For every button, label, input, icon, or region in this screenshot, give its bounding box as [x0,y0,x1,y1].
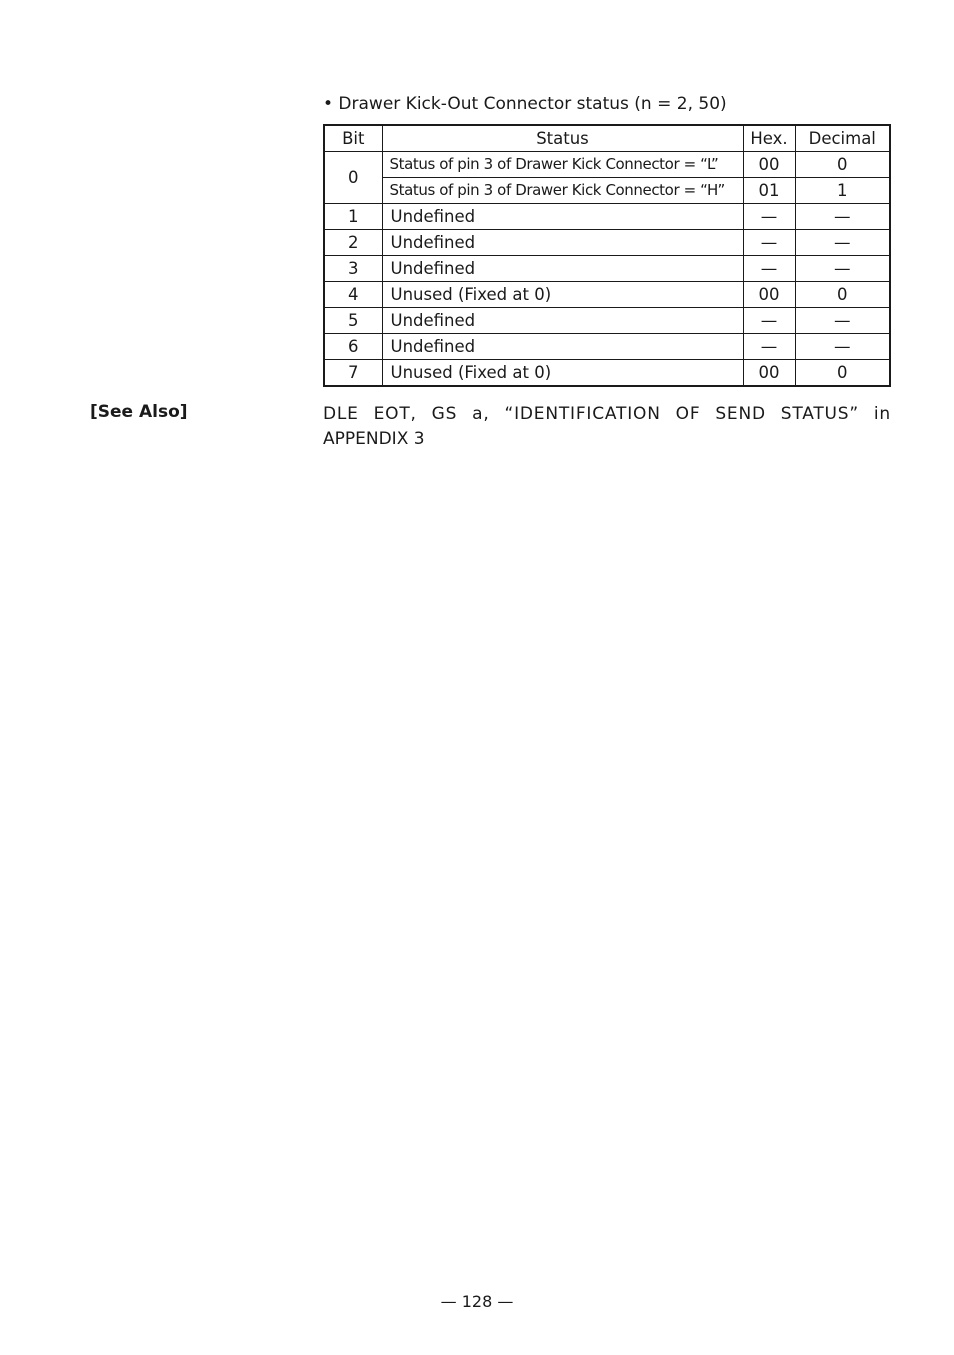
drawer-status-table [323,124,891,387]
decimal-cell: 0 [795,152,890,178]
see-also-label: [See Also] [90,402,188,422]
decimal-cell: 1 [795,178,890,204]
bit-cell: 2 [324,230,382,256]
hex-cell: 00 [743,152,795,178]
table-row [324,282,890,308]
decimal-cell: 0 [795,360,890,387]
decimal-cell: — [795,334,890,360]
hex-cell: — [743,334,795,360]
status-cell: Status of pin 3 of Drawer Kick Connector = “H” [382,178,743,204]
see-also-text [323,402,891,452]
hex-cell: 00 [743,282,795,308]
decimal-cell: — [795,256,890,282]
decimal-cell: 0 [795,282,890,308]
bit-cell: 4 [324,282,382,308]
table-row [324,152,890,178]
hex-cell: 01 [743,178,795,204]
status-cell: Undefined [382,308,743,334]
bit-cell: 7 [324,360,382,387]
decimal-cell: — [795,230,890,256]
hex-cell: — [743,256,795,282]
status-cell: Status of pin 3 of Drawer Kick Connector = “L” [382,152,743,178]
see-also-line-1: DLE EOT, GS a, “IDENTIFICATION OF SEND STATUS” in [323,404,891,424]
table-header-row [324,125,890,152]
hex-cell: — [743,308,795,334]
status-cell: Undefined [382,230,743,256]
hex-cell: — [743,230,795,256]
section-heading: • Drawer Kick-Out Connector status (n = 2, 50) [323,94,727,114]
bit-cell: 1 [324,204,382,230]
table-row [324,178,890,204]
hex-cell: — [743,204,795,230]
decimal-cell: — [795,204,890,230]
table-row [324,204,890,230]
status-cell: Undefined [382,204,743,230]
bit-cell: 5 [324,308,382,334]
header-bit: Bit [324,125,382,152]
bit-cell: 6 [324,334,382,360]
header-hex: Hex. [743,125,795,152]
page-number: — 128 — [440,1292,514,1311]
table-row [324,334,890,360]
table-row [324,230,890,256]
bit-cell: 0 [324,152,382,204]
header-status: Status [382,125,743,152]
table-row [324,360,890,387]
status-cell: Undefined [382,256,743,282]
see-also-line-2: APPENDIX 3 [323,429,425,449]
header-decimal: Decimal [795,125,890,152]
status-cell: Unused (Fixed at 0) [382,360,743,387]
table-row [324,256,890,282]
status-cell: Undefined [382,334,743,360]
hex-cell: 00 [743,360,795,387]
decimal-cell: — [795,308,890,334]
bit-cell: 3 [324,256,382,282]
status-cell: Unused (Fixed at 0) [382,282,743,308]
table-row [324,308,890,334]
